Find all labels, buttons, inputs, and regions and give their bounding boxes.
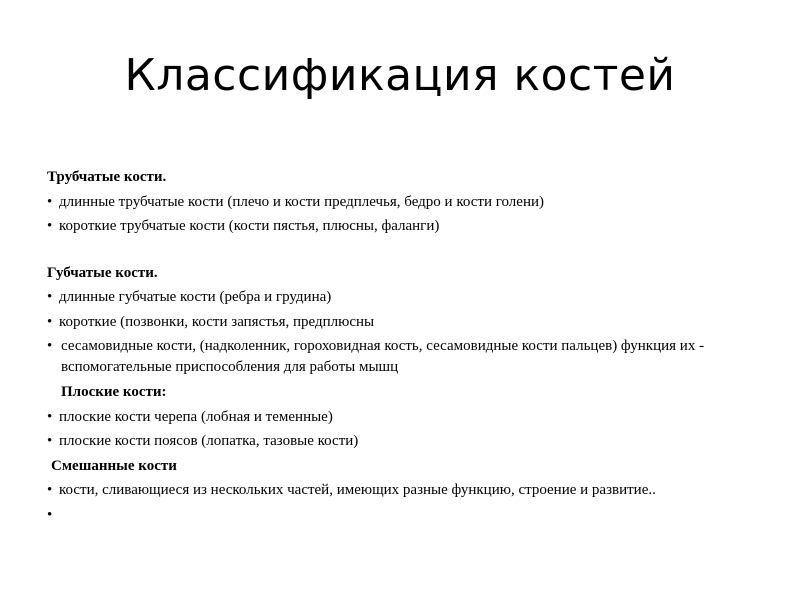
section-heading-flat: Плоские кости: xyxy=(61,384,167,400)
list-item: • плоские кости черепа (лобная и теменные) xyxy=(47,405,787,430)
section-heading-tubular: Трубчатые кости. xyxy=(47,169,167,185)
list-item: • короткие трубчатые кости (кости пястья, плюсны, фаланги) xyxy=(47,214,787,239)
list-item: • короткие (позвонки, кости запястья, предплюсны xyxy=(47,310,787,335)
section-spacer xyxy=(47,239,787,261)
list-item: • сесамовидные кости, (надколенник, гороховидная кость, сесамовидные кости пальцев) функция их - вспомогательные приспособления для работы мышц xyxy=(47,336,787,378)
list-item: • длинные трубчатые кости (плечо и кости предплечья, бедро и кости голени) xyxy=(47,190,787,215)
section-heading-mixed: Смешанные кости xyxy=(51,457,177,474)
slide-body xyxy=(47,165,787,527)
slide-title: Классификация костей xyxy=(124,50,676,101)
list-item: • длинные губчатые кости (ребра и грудина) xyxy=(47,285,787,310)
section-heading-spongy: Губчатые кости. xyxy=(47,264,158,281)
list-item: • плоские кости поясов (лопатка, тазовые кости) xyxy=(47,429,787,454)
list-item-empty xyxy=(47,503,787,528)
list-item: • кости, сливающиеся из нескольких частей, имеющих разные функцию, строение и развитие.. xyxy=(47,478,787,503)
